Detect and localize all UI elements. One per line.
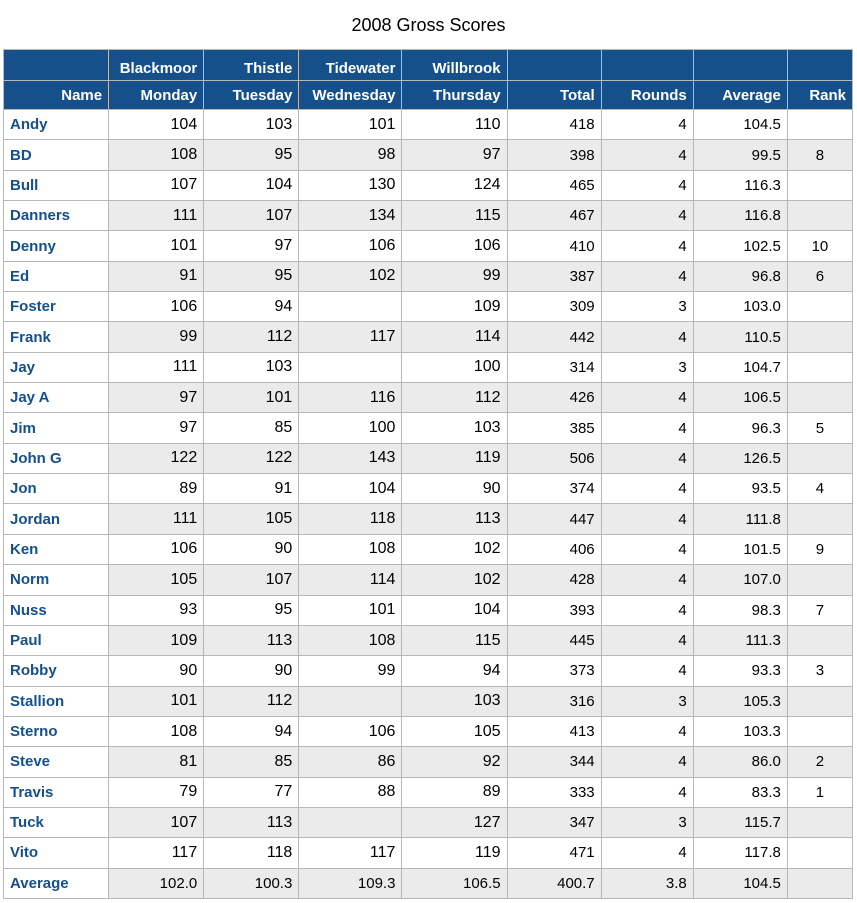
player-name-cell: Average xyxy=(4,868,109,898)
table-row xyxy=(4,838,853,868)
table-row xyxy=(4,383,853,413)
player-name-cell: Paul xyxy=(4,625,109,655)
player-name-cell: Norm xyxy=(4,565,109,595)
average-cell: 101.5 xyxy=(693,534,787,564)
monday-score-cell: 111 xyxy=(109,504,204,534)
rank-cell: 10 xyxy=(787,231,852,261)
course-header-cell: Willbrook xyxy=(402,50,507,81)
player-name-cell: Stallion xyxy=(4,686,109,716)
thursday-score-cell: 114 xyxy=(402,322,507,352)
table-row xyxy=(4,686,853,716)
player-name-cell: Ken xyxy=(4,534,109,564)
rank-cell: 1 xyxy=(787,777,852,807)
average-cell: 86.0 xyxy=(693,747,787,777)
rank-cell xyxy=(787,716,852,746)
player-name-cell: Nuss xyxy=(4,595,109,625)
tuesday-score-cell: 101 xyxy=(204,383,299,413)
total-cell: 465 xyxy=(507,170,601,200)
table-row xyxy=(4,807,853,837)
wednesday-score-cell: 102 xyxy=(299,261,402,291)
total-cell: 426 xyxy=(507,383,601,413)
course-header-cell xyxy=(601,50,693,81)
rounds-cell: 4 xyxy=(601,261,693,291)
tuesday-score-cell: 85 xyxy=(204,747,299,777)
rank-cell xyxy=(787,565,852,595)
wednesday-score-cell: 117 xyxy=(299,322,402,352)
tuesday-score-cell: 107 xyxy=(204,201,299,231)
rank-cell: 7 xyxy=(787,595,852,625)
average-cell: 96.8 xyxy=(693,261,787,291)
course-header-cell xyxy=(787,50,852,81)
tuesday-score-cell: 103 xyxy=(204,352,299,382)
thursday-score-cell: 105 xyxy=(402,716,507,746)
average-cell: 93.3 xyxy=(693,656,787,686)
rank-cell xyxy=(787,807,852,837)
monday-score-cell: 111 xyxy=(109,201,204,231)
wednesday-score-cell xyxy=(299,352,402,382)
wednesday-score-cell xyxy=(299,686,402,716)
thursday-score-cell: 90 xyxy=(402,474,507,504)
thursday-score-cell: 119 xyxy=(402,838,507,868)
monday-score-cell: 117 xyxy=(109,838,204,868)
rounds-cell: 4 xyxy=(601,170,693,200)
tuesday-score-cell: 118 xyxy=(204,838,299,868)
rounds-cell: 3 xyxy=(601,686,693,716)
rank-cell: 2 xyxy=(787,747,852,777)
total-cell: 471 xyxy=(507,838,601,868)
rank-cell: 4 xyxy=(787,474,852,504)
table-row xyxy=(4,777,853,807)
column-header-thursday: Thursday xyxy=(402,81,507,110)
table-row xyxy=(4,231,853,261)
thursday-score-cell: 94 xyxy=(402,656,507,686)
rank-cell xyxy=(787,352,852,382)
monday-score-cell: 111 xyxy=(109,352,204,382)
table-row xyxy=(4,110,853,140)
table-row xyxy=(4,504,853,534)
monday-score-cell: 108 xyxy=(109,716,204,746)
wednesday-score-cell: 100 xyxy=(299,413,402,443)
table-row xyxy=(4,170,853,200)
rank-cell xyxy=(787,504,852,534)
rounds-cell: 3 xyxy=(601,292,693,322)
average-cell: 102.5 xyxy=(693,231,787,261)
rounds-cell: 4 xyxy=(601,140,693,170)
course-header-cell xyxy=(693,50,787,81)
tuesday-score-cell: 90 xyxy=(204,656,299,686)
player-name-cell: Jon xyxy=(4,474,109,504)
rank-cell xyxy=(787,868,852,898)
column-header-name: Name xyxy=(4,81,109,110)
thursday-score-cell: 103 xyxy=(402,413,507,443)
rounds-cell: 4 xyxy=(601,201,693,231)
table-row xyxy=(4,595,853,625)
average-cell: 110.5 xyxy=(693,322,787,352)
tuesday-score-cell: 100.3 xyxy=(204,868,299,898)
average-cell: 106.5 xyxy=(693,383,787,413)
thursday-score-cell: 97 xyxy=(402,140,507,170)
monday-score-cell: 97 xyxy=(109,413,204,443)
monday-score-cell: 81 xyxy=(109,747,204,777)
monday-score-cell: 101 xyxy=(109,686,204,716)
wednesday-score-cell: 117 xyxy=(299,838,402,868)
average-row xyxy=(4,868,853,898)
total-cell: 385 xyxy=(507,413,601,443)
total-cell: 347 xyxy=(507,807,601,837)
table-row xyxy=(4,322,853,352)
tuesday-score-cell: 97 xyxy=(204,231,299,261)
rank-cell xyxy=(787,686,852,716)
total-cell: 467 xyxy=(507,201,601,231)
table-row xyxy=(4,534,853,564)
average-cell: 103.3 xyxy=(693,716,787,746)
average-cell: 115.7 xyxy=(693,807,787,837)
total-cell: 445 xyxy=(507,625,601,655)
column-header-total: Total xyxy=(507,81,601,110)
average-cell: 117.8 xyxy=(693,838,787,868)
rank-cell xyxy=(787,170,852,200)
rank-cell xyxy=(787,383,852,413)
rounds-cell: 4 xyxy=(601,656,693,686)
average-cell: 105.3 xyxy=(693,686,787,716)
player-name-cell: Jordan xyxy=(4,504,109,534)
rounds-cell: 4 xyxy=(601,110,693,140)
wednesday-score-cell: 109.3 xyxy=(299,868,402,898)
average-cell: 96.3 xyxy=(693,413,787,443)
player-name-cell: Denny xyxy=(4,231,109,261)
tuesday-score-cell: 95 xyxy=(204,140,299,170)
gross-scores-table xyxy=(3,49,853,899)
average-cell: 126.5 xyxy=(693,443,787,473)
monday-score-cell: 106 xyxy=(109,292,204,322)
rank-cell: 8 xyxy=(787,140,852,170)
thursday-score-cell: 104 xyxy=(402,595,507,625)
table-row xyxy=(4,716,853,746)
tuesday-score-cell: 95 xyxy=(204,595,299,625)
rounds-cell: 4 xyxy=(601,777,693,807)
total-cell: 418 xyxy=(507,110,601,140)
rank-cell xyxy=(787,201,852,231)
rounds-cell: 4 xyxy=(601,504,693,534)
wednesday-score-cell: 108 xyxy=(299,534,402,564)
rounds-cell: 4 xyxy=(601,716,693,746)
tuesday-score-cell: 105 xyxy=(204,504,299,534)
monday-score-cell: 105 xyxy=(109,565,204,595)
average-cell: 99.5 xyxy=(693,140,787,170)
tuesday-score-cell: 104 xyxy=(204,170,299,200)
table-row xyxy=(4,625,853,655)
tuesday-score-cell: 113 xyxy=(204,807,299,837)
average-cell: 116.3 xyxy=(693,170,787,200)
rounds-cell: 3.8 xyxy=(601,868,693,898)
rounds-cell: 4 xyxy=(601,474,693,504)
rank-cell xyxy=(787,322,852,352)
wednesday-score-cell: 98 xyxy=(299,140,402,170)
player-name-cell: John G xyxy=(4,443,109,473)
player-name-cell: Jay xyxy=(4,352,109,382)
monday-score-cell: 99 xyxy=(109,322,204,352)
rounds-cell: 4 xyxy=(601,595,693,625)
thursday-score-cell: 109 xyxy=(402,292,507,322)
column-header-average: Average xyxy=(693,81,787,110)
total-cell: 373 xyxy=(507,656,601,686)
column-header-rank: Rank xyxy=(787,81,852,110)
wednesday-score-cell: 101 xyxy=(299,110,402,140)
total-cell: 410 xyxy=(507,231,601,261)
wednesday-score-cell: 116 xyxy=(299,383,402,413)
rank-cell xyxy=(787,443,852,473)
thursday-score-cell: 127 xyxy=(402,807,507,837)
wednesday-score-cell: 134 xyxy=(299,201,402,231)
total-cell: 387 xyxy=(507,261,601,291)
tuesday-score-cell: 95 xyxy=(204,261,299,291)
thursday-score-cell: 115 xyxy=(402,201,507,231)
wednesday-score-cell: 106 xyxy=(299,716,402,746)
total-cell: 428 xyxy=(507,565,601,595)
average-cell: 104.7 xyxy=(693,352,787,382)
monday-score-cell: 106 xyxy=(109,534,204,564)
thursday-score-cell: 119 xyxy=(402,443,507,473)
tuesday-score-cell: 113 xyxy=(204,625,299,655)
average-cell: 111.8 xyxy=(693,504,787,534)
column-header-tuesday: Tuesday xyxy=(204,81,299,110)
average-cell: 104.5 xyxy=(693,110,787,140)
table-row xyxy=(4,352,853,382)
player-name-cell: Travis xyxy=(4,777,109,807)
average-cell: 98.3 xyxy=(693,595,787,625)
player-name-cell: Foster xyxy=(4,292,109,322)
table-row xyxy=(4,565,853,595)
total-cell: 374 xyxy=(507,474,601,504)
rounds-cell: 4 xyxy=(601,231,693,261)
table-row xyxy=(4,292,853,322)
course-header-row xyxy=(4,50,853,81)
tuesday-score-cell: 91 xyxy=(204,474,299,504)
tuesday-score-cell: 103 xyxy=(204,110,299,140)
table-row xyxy=(4,261,853,291)
total-cell: 309 xyxy=(507,292,601,322)
rounds-cell: 4 xyxy=(601,625,693,655)
wednesday-score-cell xyxy=(299,292,402,322)
wednesday-score-cell: 104 xyxy=(299,474,402,504)
rank-cell: 6 xyxy=(787,261,852,291)
thursday-score-cell: 115 xyxy=(402,625,507,655)
table-row xyxy=(4,474,853,504)
rank-cell: 5 xyxy=(787,413,852,443)
table-row xyxy=(4,140,853,170)
player-name-cell: Sterno xyxy=(4,716,109,746)
total-cell: 406 xyxy=(507,534,601,564)
rounds-cell: 4 xyxy=(601,383,693,413)
course-header-cell: Tidewater xyxy=(299,50,402,81)
player-name-cell: Steve xyxy=(4,747,109,777)
table-body xyxy=(4,110,853,899)
average-cell: 83.3 xyxy=(693,777,787,807)
rounds-cell: 4 xyxy=(601,747,693,777)
rounds-cell: 4 xyxy=(601,413,693,443)
total-cell: 344 xyxy=(507,747,601,777)
tuesday-score-cell: 90 xyxy=(204,534,299,564)
thursday-score-cell: 100 xyxy=(402,352,507,382)
wednesday-score-cell: 130 xyxy=(299,170,402,200)
rounds-cell: 4 xyxy=(601,534,693,564)
wednesday-score-cell: 108 xyxy=(299,625,402,655)
monday-score-cell: 104 xyxy=(109,110,204,140)
thursday-score-cell: 124 xyxy=(402,170,507,200)
course-header-cell xyxy=(4,50,109,81)
wednesday-score-cell: 86 xyxy=(299,747,402,777)
thursday-score-cell: 106.5 xyxy=(402,868,507,898)
rounds-cell: 3 xyxy=(601,807,693,837)
total-cell: 314 xyxy=(507,352,601,382)
tuesday-score-cell: 94 xyxy=(204,292,299,322)
total-cell: 316 xyxy=(507,686,601,716)
total-cell: 442 xyxy=(507,322,601,352)
thursday-score-cell: 89 xyxy=(402,777,507,807)
thursday-score-cell: 112 xyxy=(402,383,507,413)
monday-score-cell: 108 xyxy=(109,140,204,170)
table-row xyxy=(4,413,853,443)
column-header-row xyxy=(4,81,853,110)
monday-score-cell: 102.0 xyxy=(109,868,204,898)
average-cell: 116.8 xyxy=(693,201,787,231)
wednesday-score-cell: 114 xyxy=(299,565,402,595)
thursday-score-cell: 92 xyxy=(402,747,507,777)
thursday-score-cell: 113 xyxy=(402,504,507,534)
thursday-score-cell: 106 xyxy=(402,231,507,261)
thursday-score-cell: 103 xyxy=(402,686,507,716)
monday-score-cell: 91 xyxy=(109,261,204,291)
total-cell: 400.7 xyxy=(507,868,601,898)
wednesday-score-cell: 99 xyxy=(299,656,402,686)
player-name-cell: Danners xyxy=(4,201,109,231)
monday-score-cell: 89 xyxy=(109,474,204,504)
rounds-cell: 4 xyxy=(601,443,693,473)
tuesday-score-cell: 94 xyxy=(204,716,299,746)
player-name-cell: Andy xyxy=(4,110,109,140)
thursday-score-cell: 102 xyxy=(402,534,507,564)
player-name-cell: Jim xyxy=(4,413,109,443)
rounds-cell: 4 xyxy=(601,565,693,595)
tuesday-score-cell: 85 xyxy=(204,413,299,443)
column-header-wednesday: Wednesday xyxy=(299,81,402,110)
player-name-cell: Ed xyxy=(4,261,109,291)
monday-score-cell: 97 xyxy=(109,383,204,413)
monday-score-cell: 107 xyxy=(109,170,204,200)
rank-cell xyxy=(787,292,852,322)
rank-cell: 3 xyxy=(787,656,852,686)
course-header-cell: Blackmoor xyxy=(109,50,204,81)
course-header-cell xyxy=(507,50,601,81)
rank-cell: 9 xyxy=(787,534,852,564)
rank-cell xyxy=(787,110,852,140)
tuesday-score-cell: 112 xyxy=(204,686,299,716)
table-row xyxy=(4,656,853,686)
tuesday-score-cell: 122 xyxy=(204,443,299,473)
monday-score-cell: 109 xyxy=(109,625,204,655)
total-cell: 447 xyxy=(507,504,601,534)
wednesday-score-cell: 118 xyxy=(299,504,402,534)
player-name-cell: Jay A xyxy=(4,383,109,413)
tuesday-score-cell: 107 xyxy=(204,565,299,595)
total-cell: 333 xyxy=(507,777,601,807)
average-cell: 93.5 xyxy=(693,474,787,504)
wednesday-score-cell: 101 xyxy=(299,595,402,625)
player-name-cell: Bull xyxy=(4,170,109,200)
table-title: 2008 Gross Scores xyxy=(351,15,506,35)
player-name-cell: Robby xyxy=(4,656,109,686)
wednesday-score-cell: 88 xyxy=(299,777,402,807)
column-header-rounds: Rounds xyxy=(601,81,693,110)
monday-score-cell: 79 xyxy=(109,777,204,807)
monday-score-cell: 93 xyxy=(109,595,204,625)
wednesday-score-cell: 143 xyxy=(299,443,402,473)
total-cell: 506 xyxy=(507,443,601,473)
player-name-cell: Frank xyxy=(4,322,109,352)
player-name-cell: Vito xyxy=(4,838,109,868)
thursday-score-cell: 102 xyxy=(402,565,507,595)
average-cell: 107.0 xyxy=(693,565,787,595)
rank-cell xyxy=(787,625,852,655)
column-header-monday: Monday xyxy=(109,81,204,110)
total-cell: 398 xyxy=(507,140,601,170)
thursday-score-cell: 110 xyxy=(402,110,507,140)
average-cell: 104.5 xyxy=(693,868,787,898)
monday-score-cell: 101 xyxy=(109,231,204,261)
player-name-cell: Tuck xyxy=(4,807,109,837)
wednesday-score-cell xyxy=(299,807,402,837)
table-row xyxy=(4,747,853,777)
player-name-cell: BD xyxy=(4,140,109,170)
rounds-cell: 4 xyxy=(601,322,693,352)
monday-score-cell: 107 xyxy=(109,807,204,837)
course-header-cell: Thistle xyxy=(204,50,299,81)
monday-score-cell: 122 xyxy=(109,443,204,473)
total-cell: 413 xyxy=(507,716,601,746)
total-cell: 393 xyxy=(507,595,601,625)
average-cell: 103.0 xyxy=(693,292,787,322)
rank-cell xyxy=(787,838,852,868)
tuesday-score-cell: 112 xyxy=(204,322,299,352)
rounds-cell: 4 xyxy=(601,838,693,868)
thursday-score-cell: 99 xyxy=(402,261,507,291)
table-row xyxy=(4,443,853,473)
table-row xyxy=(4,201,853,231)
tuesday-score-cell: 77 xyxy=(204,777,299,807)
rounds-cell: 3 xyxy=(601,352,693,382)
monday-score-cell: 90 xyxy=(109,656,204,686)
average-cell: 111.3 xyxy=(693,625,787,655)
wednesday-score-cell: 106 xyxy=(299,231,402,261)
